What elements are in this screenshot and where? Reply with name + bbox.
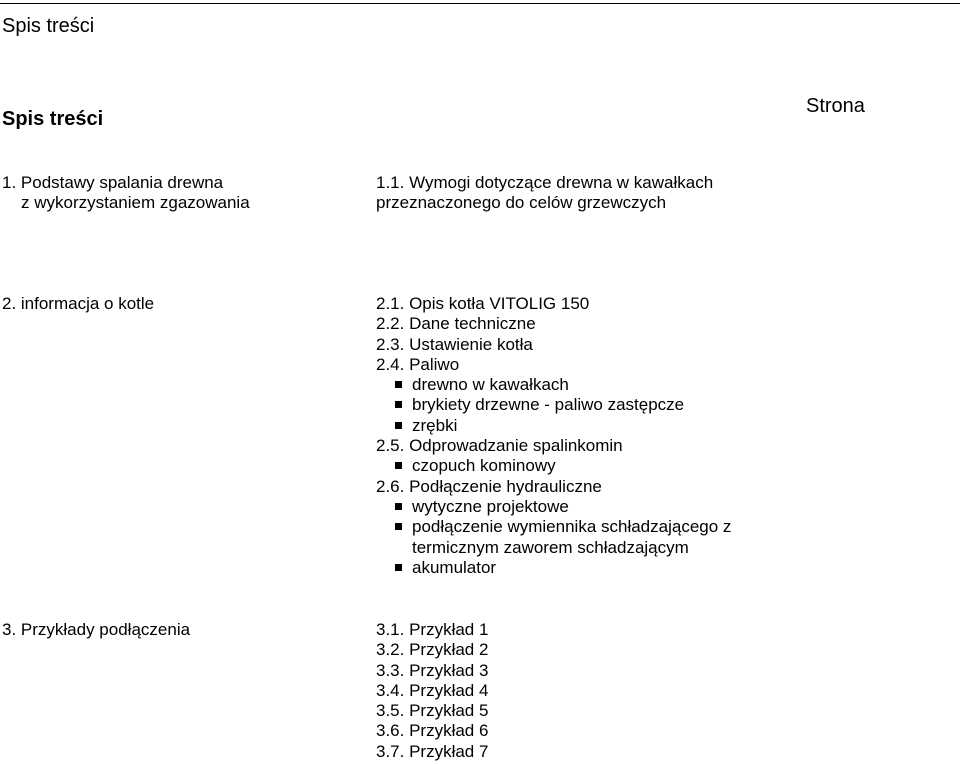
section-1-entries [376,173,713,213]
square-bullet-icon [395,523,402,530]
section-title-line: z wykorzystaniem zgazowania [21,193,250,212]
toc-heading: Spis treści [2,108,104,130]
toc-entry[interactable]: 2.5. Odprowadzanie spalinkomin [376,436,623,456]
toc-subentry[interactable] [376,517,731,537]
toc-subentry[interactable] [376,456,731,476]
section-2-entries [376,294,731,578]
section-3-title[interactable] [2,620,190,640]
toc-entry[interactable]: 3.3. Przykład 3 [376,660,489,680]
toc-subentry[interactable] [376,558,731,578]
toc-entry[interactable]: 3.4. Przykład 4 [376,680,489,700]
page-header-title: Spis treści [2,15,95,37]
header-rule [0,3,960,4]
section-1-title[interactable] [2,173,250,213]
toc-subentry[interactable] [376,375,731,395]
toc-subentry-continuation[interactable]: termicznym zaworem schładzającym [412,537,689,557]
toc-subentry-label: akumulator [412,557,497,577]
toc-entry[interactable]: 3.7. Przykład 7 [376,741,489,761]
section-title-line: 1. Podstawy spalania drewna [2,173,224,192]
square-bullet-icon [395,401,402,408]
toc-subentry-label: wytyczne projektowe [412,496,569,516]
toc-entry[interactable]: 2.6. Podłączenie hydrauliczne [376,476,602,496]
toc-entry[interactable]: 3.5. Przykład 5 [376,701,489,721]
section-3-entries [376,620,488,762]
toc-subentry-label: podłączenie wymiennika schładzającego z [412,517,732,537]
square-bullet-icon [395,422,402,429]
page-column-heading: Strona [806,95,865,117]
toc-subentry[interactable] [376,497,731,517]
toc-subentry-label: czopuch kominowy [412,456,556,476]
toc-entry[interactable]: 2.3. Ustawienie kotła [376,334,533,354]
toc-entry[interactable]: 3.1. Przykład 1 [376,620,489,639]
section-title-line: 2. informacja o kotle [2,294,155,313]
section-2-title[interactable] [2,294,154,314]
square-bullet-icon [395,381,402,388]
toc-subentry-label: zrębki [412,415,458,435]
toc-entry[interactable]: 2.1. Opis kotła VITOLIG 150 [376,294,590,313]
toc-subentry-label: drewno w kawałkach [412,375,569,395]
toc-entry[interactable]: 2.4. Paliwo [376,354,460,374]
toc-entry[interactable]: 2.2. Dane techniczne [376,314,536,334]
toc-subentry[interactable] [376,416,731,436]
toc-entry[interactable]: przeznaczonego do celów grzewczych [376,193,667,212]
square-bullet-icon [395,564,402,571]
toc-subentry-label: brykiety drzewne - paliwo zastępcze [412,395,685,415]
toc-entry[interactable]: 3.6. Przykład 6 [376,721,489,741]
toc-subentry[interactable] [376,395,731,415]
square-bullet-icon [395,503,402,510]
toc-entry[interactable]: 3.2. Przykład 2 [376,640,489,660]
square-bullet-icon [395,462,402,469]
section-title-line: 3. Przykłady podłączenia [2,620,191,639]
toc-entry[interactable]: 1.1. Wymogi dotyczące drewna w kawałkach [376,173,714,192]
